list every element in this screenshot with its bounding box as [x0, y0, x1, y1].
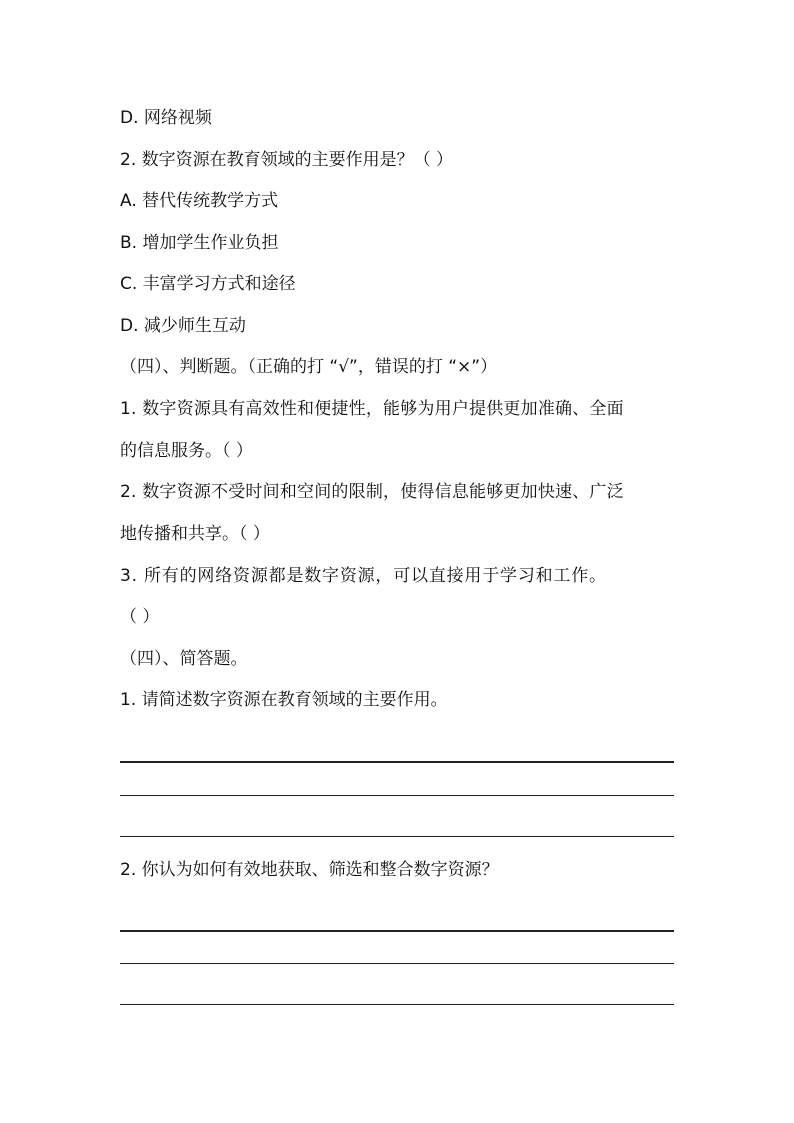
- tf-question-3: 3. 所有的网络资源都是数字资源，可以直接用于学习和工作。: [120, 566, 607, 586]
- option-d-q1: D. 网络视频: [120, 108, 212, 128]
- section-heading-true-false: （四）、判断题。（正确的打 “√”，错误的打 “×”）: [120, 357, 498, 377]
- tf-question-3-cont: （ ）: [120, 607, 160, 627]
- answer-line: [120, 930, 674, 932]
- tf-question-1: 1. 数字资源具有高效性和便捷性，能够为用户提供更加准确、全面: [120, 399, 624, 419]
- section-heading-short-answer: （四）、简答题。: [120, 649, 248, 669]
- answer-line: [120, 1004, 674, 1005]
- short-answer-question-1: 1. 请简述数字资源在教育领域的主要作用。: [120, 690, 448, 710]
- answer-line: [120, 795, 674, 796]
- tf-question-2-cont: 地传播和共享。（ ）: [120, 524, 270, 544]
- option-d-q2: D. 减少师生互动: [120, 316, 246, 336]
- tf-question-1-cont: 的信息服务。（ ）: [120, 441, 253, 461]
- tf-question-2: 2. 数字资源不受时间和空间的限制，使得信息能够更加快速、广泛: [120, 482, 624, 502]
- short-answer-question-2: 2. 你认为如何有效地获取、筛选和整合数字资源？: [120, 860, 499, 880]
- option-a-q2: A. 替代传统教学方式: [120, 191, 279, 211]
- option-b-q2: B. 增加学生作业负担: [120, 233, 279, 253]
- answer-line: [120, 761, 674, 763]
- answer-line: [120, 963, 674, 964]
- option-c-q2: C. 丰富学习方式和途径: [120, 274, 296, 294]
- question-2: 2. 数字资源在教育领域的主要作用是？（ ）: [120, 150, 454, 170]
- answer-line: [120, 836, 674, 837]
